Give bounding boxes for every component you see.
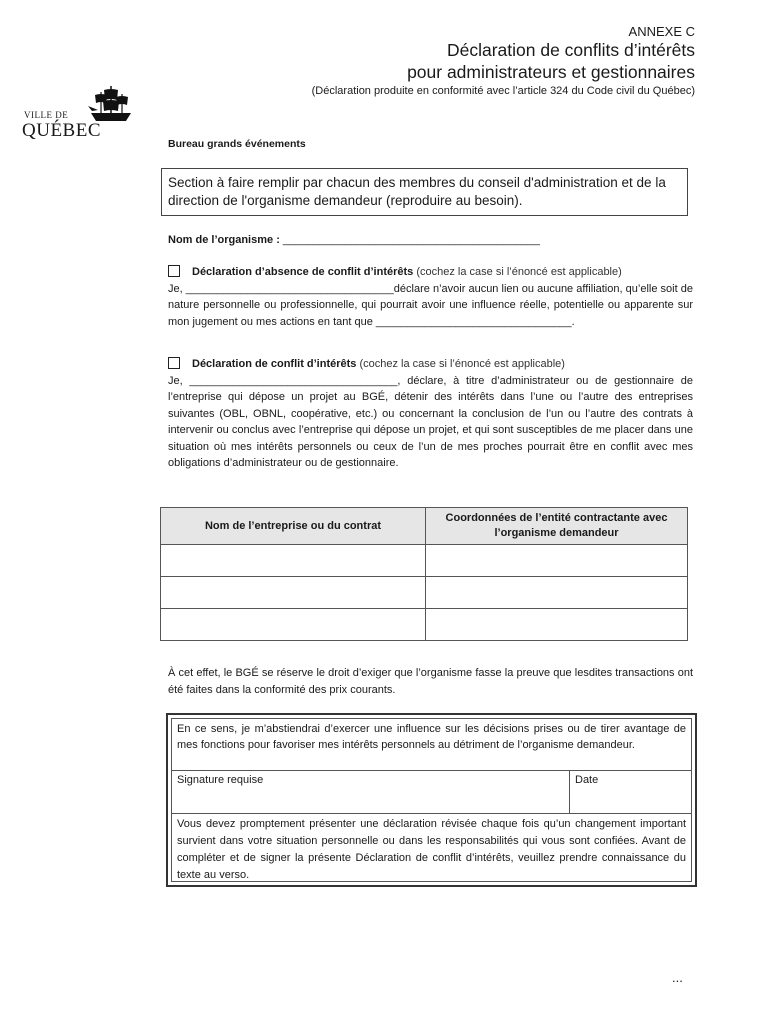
table-row [161, 545, 688, 577]
conflit-declaration [168, 356, 693, 472]
doc-subtitle: (Déclaration produite en conformité avec l’article 324 du Code civil du Québec) [311, 85, 695, 97]
conflit-note: (cochez la case si l’énoncé est applicable) [356, 358, 565, 370]
col-header-coordonnees: Coordonnées de l’entité contractante avec l’organisme demandeur [426, 508, 688, 545]
table-cell[interactable] [426, 609, 688, 641]
table-cell[interactable] [426, 577, 688, 609]
absence-checkbox[interactable] [168, 265, 180, 277]
annex-label: ANNEXE C [628, 24, 695, 39]
table-cell[interactable] [161, 545, 426, 577]
organisme-label: Nom de l’organisme : [168, 234, 280, 246]
table-cell[interactable] [161, 577, 426, 609]
prix-courants-paragraph: À cet effet, le BGÉ se réserve le droit d’exiger que l’organisme fasse la preuve que lesdites transactions ont été faites dans la conformité des prix courants. [168, 667, 693, 696]
doc-title-line2: pour administrateurs et gestionnaires [407, 62, 695, 82]
engagement-box [166, 713, 697, 887]
ville-de-quebec-logo [22, 84, 137, 144]
continuation-dots: ... [672, 970, 683, 985]
absence-body: Je, __________________________________déclare n’avoir aucun lien ou aucune affiliation, qu’elle soit de nature personnelle ou professionnelle, qui pourrait avoir une influence réelle, potentielle ou apparente sur mon jugement ou mes actions en tant que ________________________________. [168, 282, 693, 328]
absence-note: (cochez la case si l’énoncé est applicable) [413, 266, 622, 278]
bureau-name: Bureau grands événements [168, 138, 306, 150]
absence-title: Déclaration d’absence de conflit d’intérêts [192, 266, 414, 278]
signature-row [172, 771, 691, 814]
section-instructions: Section à faire remplir par chacun des membres du conseil d'administration et de la direction de l'organisme demandeur (reproduire au besoin). [161, 168, 688, 216]
page-header [312, 24, 695, 97]
notice-text: Vous devez promptement présenter une déclaration révisée chaque fois qu’un changement important survient dans votre situation personnelle ou dans les responsabilités qui vous sont confiées. Avant de compléter et de signer la présente Déclaration de conflit d’intérêts, veuillez prendre connaissance du texte au verso. [177, 818, 686, 881]
table-cell[interactable] [426, 545, 688, 577]
organisme-field[interactable] [168, 234, 540, 246]
entities-table [160, 507, 688, 641]
logo-quebec: QUÉBEC [22, 120, 101, 141]
table-row [161, 577, 688, 609]
conflit-title: Déclaration de conflit d’intérêts [192, 358, 357, 370]
absence-declaration [168, 264, 693, 330]
conflit-checkbox[interactable] [168, 357, 180, 369]
engagement-text: En ce sens, je m’abstiendrai d’exercer une influence sur les décisions prises ou de tirer avantage de mes fonctions pour favoriser mes intérêts personnels au détriment de l’organisme demandeur. [172, 719, 691, 771]
col-header-entreprise: Nom de l’entreprise ou du contrat [161, 508, 426, 545]
ship-icon [88, 84, 134, 124]
conflit-body: Je, __________________________________, déclare, à titre d’administrateur ou de gestionnaire de l’entreprise qui dépose un projet au BGÉ, détenir des intérêts dans l’une ou l’autre des entreprises suivantes (OBL, OBNL, coopérative, etc.) ou concernant la conclusion de l’un ou l’autre des contrats à intervenir ou conclus avec l’entreprise qui dépose un projet, et qui sont susceptibles de me placer dans une situation où mes intérêts personnels ou ceux de l’un de mes proches pourrait être en conflit avec mes obligations d’administrateur ou de gestionnaire. [168, 374, 693, 469]
logo-ville-de: VILLE DE [24, 110, 69, 120]
date-field[interactable]: Date [569, 771, 603, 813]
table-cell[interactable] [161, 609, 426, 641]
organisme-blank[interactable]: __________________________________________ [279, 234, 540, 246]
table-row [161, 609, 688, 641]
signature-field[interactable]: Signature requise [177, 774, 264, 786]
doc-title-line1: Déclaration de conflits d’intérêts [446, 40, 695, 60]
